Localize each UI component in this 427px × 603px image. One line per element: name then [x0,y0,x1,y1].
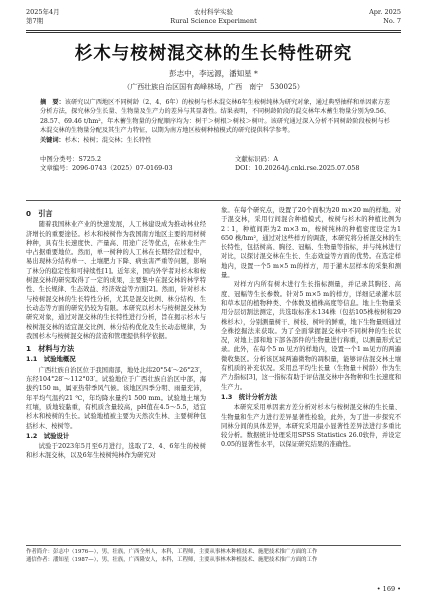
header-divider [26,30,401,31]
metadata-divider [26,200,401,201]
running-header [26,6,401,32]
right-column [221,206,401,450]
header-date: 2025年4月 [26,8,60,16]
author-list: 彭志中，李远源，潘知星 * [169,69,258,78]
subsection-heading-design: 1.2 试验设计 [26,431,70,440]
journal-name-en: Rural Science Experiment [170,16,257,25]
design-paragraph-cont: 象。在每个研究点，设置了20个面积为20 m×20 m的样地。对于混交林，采用行间混合种植模式，桉树与杉木的种植比例为2∶1，种植间距为2 m×3 m，桉树纯林的种植密度设定为1 650 株/hm²，通过对这些样方的调查，本研究将分析混交林的生长特性，包括树高、胸径、冠幅、生物量等指标，并与纯林进行对比，以探讨混交林在生长、生态效益等方面的优势。在选定样地内，设置一个5 m×5 m的样方，用于灌木层样本的采集和测量。 [221,207,401,280]
footnote-author-bio: 作者简介：彭志中（1976—），男，壮族，广西全州人，本科，工程师，主要从事林木种植技术、施肥技术推广方面的工作 [26,549,318,555]
measurement-paragraph: 对样方内所有树木进行生长指标测量，并记录其胸径、高度、冠幅等生长参数。针对5 m×5 m的样方，详细记录灌木层和草本层的植物种类、个体数及植株高度等信息。地上生物量采用分层切割法测定，共选取标准木134株（包括105株桉树和29株杉木），分别测量树干、树枝、树叶的鲜重，地下生物量则通过全株挖掘法来获取。为了全面掌握混交林中不同树种的生长状况，对地上部和地下部各部件的生物量进行称重，以测量形式记录。此外，在每个5 m 见方的样地内，设置一个1 m见方的两遍微收集区。分析该区域两遍微物的凋积量，能够评估混交林土壤有机质的补充状况。采用总平均生长量（生物量＋树龄）作为生产力指标[3]，这一指标有助于评估混交林中各物种和生长速度和生产力。 [221,281,401,391]
affiliation: （广西壮族自治区国有高峰林场，广西 南宁 530025） [123,83,304,91]
header-date-en: Apr. 2025 [369,8,401,16]
design-paragraph: 试验于2023年5月至6月进行，选取了2、4、6年生的桉树和杉木混交林，以及6年生桉树纯林作为研究对 [26,443,206,460]
article-number: 文章编号：2096-0743（2025）07-0169-03 [40,164,173,173]
header-issue: 第7期 [26,16,44,25]
clc-number: 中图分类号：S725.2 [40,155,102,163]
header-center [26,8,401,25]
keywords-text: 杉木；桉树；混交林；生长特性 [64,136,152,144]
journal-name-cn: 农村科学实验 [194,8,233,16]
header-issue-en: No. 7 [383,16,401,25]
section-heading-intro: 0 引言 [26,209,53,218]
subsection-heading-stats: 1.3 统计分析方法 [221,392,278,401]
left-column [26,206,206,461]
document-code: 文献标识码：A [235,155,278,163]
site-paragraph: 广西壮族自治区位于我国南部，地处北纬20°54′～26°23′，东经104°28′～112°03′。试验地位于广西壮族自治区中部，海拔约150 m，属亚热带季风气候。该地区四季分明、雨量充沛，年平均气温约21 ℃，年均降水量约1 500 mm。试验地土壤为红壤，质地较黏重，有机质含量较高，pH值在4.5～5.5，适宜杉木和桉树的生长。试验地植被主要为天然次生林、主要树种包括杉木、桉树等。 [26,366,206,430]
article-metadata [40,155,390,174]
page-number: • 169 • [376,585,401,593]
article-title: 杉木与桉树混交林的生长特性研究 [74,44,353,64]
abstract-label: 摘 要： [40,99,65,106]
abstract-block [40,98,390,145]
footnote-corresponding: 通信作者：潘知星（1987—），男，壮族，广西隆安人，本科，工程师，主要从事林木种植技术、施肥技术推广方面的工作 [26,557,318,564]
author-footnote [26,545,401,565]
doi: DOI：10.20264/j.cnki.rse.2025.07.058 [235,164,360,173]
intro-paragraph: 随着我国林业产业的快速发展，人工林建设成为推动林业经济增长的重要途径。杉木和桉树作为我国南方地区主要的用材树种种，具有生长速度快、产量高、用途广泛等优点，在林业生产中占据重要地位。然而，单一树种的人工林在长期经营过程中，易出现林分结构单一、土壤肥力下降、病虫害严重等问题，影响了林分的稳定性和可持续性[1]。近年来，国内外学者对杉木和桉树混交林的研究取得了一定的成果，主要集中在混交林的林学特性、生长规律、生态效益、经济效益等方面[2]。然而，针对杉木与桉树混交林的生长特性分析，尤其是混交比例、林分结构、生长动态等方面的研究仍较为有限。本研究以杉木与桉树混交林为研究对象，通过对混交林的生长特性进行分析，旨在揭示杉木与桉树混交林的适宜混交比例、林分结构优化及生长动态规律，为我国杉木与桉树混交林的营造和管理提供科学依据。 [26,221,206,340]
header-divider-thin [26,32,401,33]
keywords-label: 关键词： [40,136,65,144]
subsection-heading-site: 1.1 试验地概况 [26,355,76,364]
header-right [369,8,401,25]
section-heading-methods: 1 材料与方法 [26,344,75,354]
abstract-text: 该研究以广西地区不同树龄（2、4、6年）的桉树与杉木混交林6年生桉树纯林为研究对象，通过典型抽样和单因素方差分析方法，探究林分生长量、生物量及生产力的差异与其显著性。结果表明，不同树龄阶段的混交林年木蓄生物量分别为9.56、28.57、69.46 t/hm²，年木蓄生物量的分配顺序均为：树干＞树根＞树枝＞树叶。该研究通过深入分析不同树龄阶段桉树与杉木混交林的生物量分配及其生产力特征，以期为南方地区桉树种植模式的研究提供科学参考。 [40,99,391,135]
stats-paragraph: 本研究采用单因素方差分析对杉木与桉树混交林的生长量、生物量和生产力进行差异显著性检验，此外，为了进一步探究不同林分间的具体差异，本研究采用最小显著性差异法进行多重比较分析。数据统计处理采用SPSS Statistics 26.0软件，并设定0.05的显著性水平，以保证研究结果的准确性。 [221,404,401,449]
